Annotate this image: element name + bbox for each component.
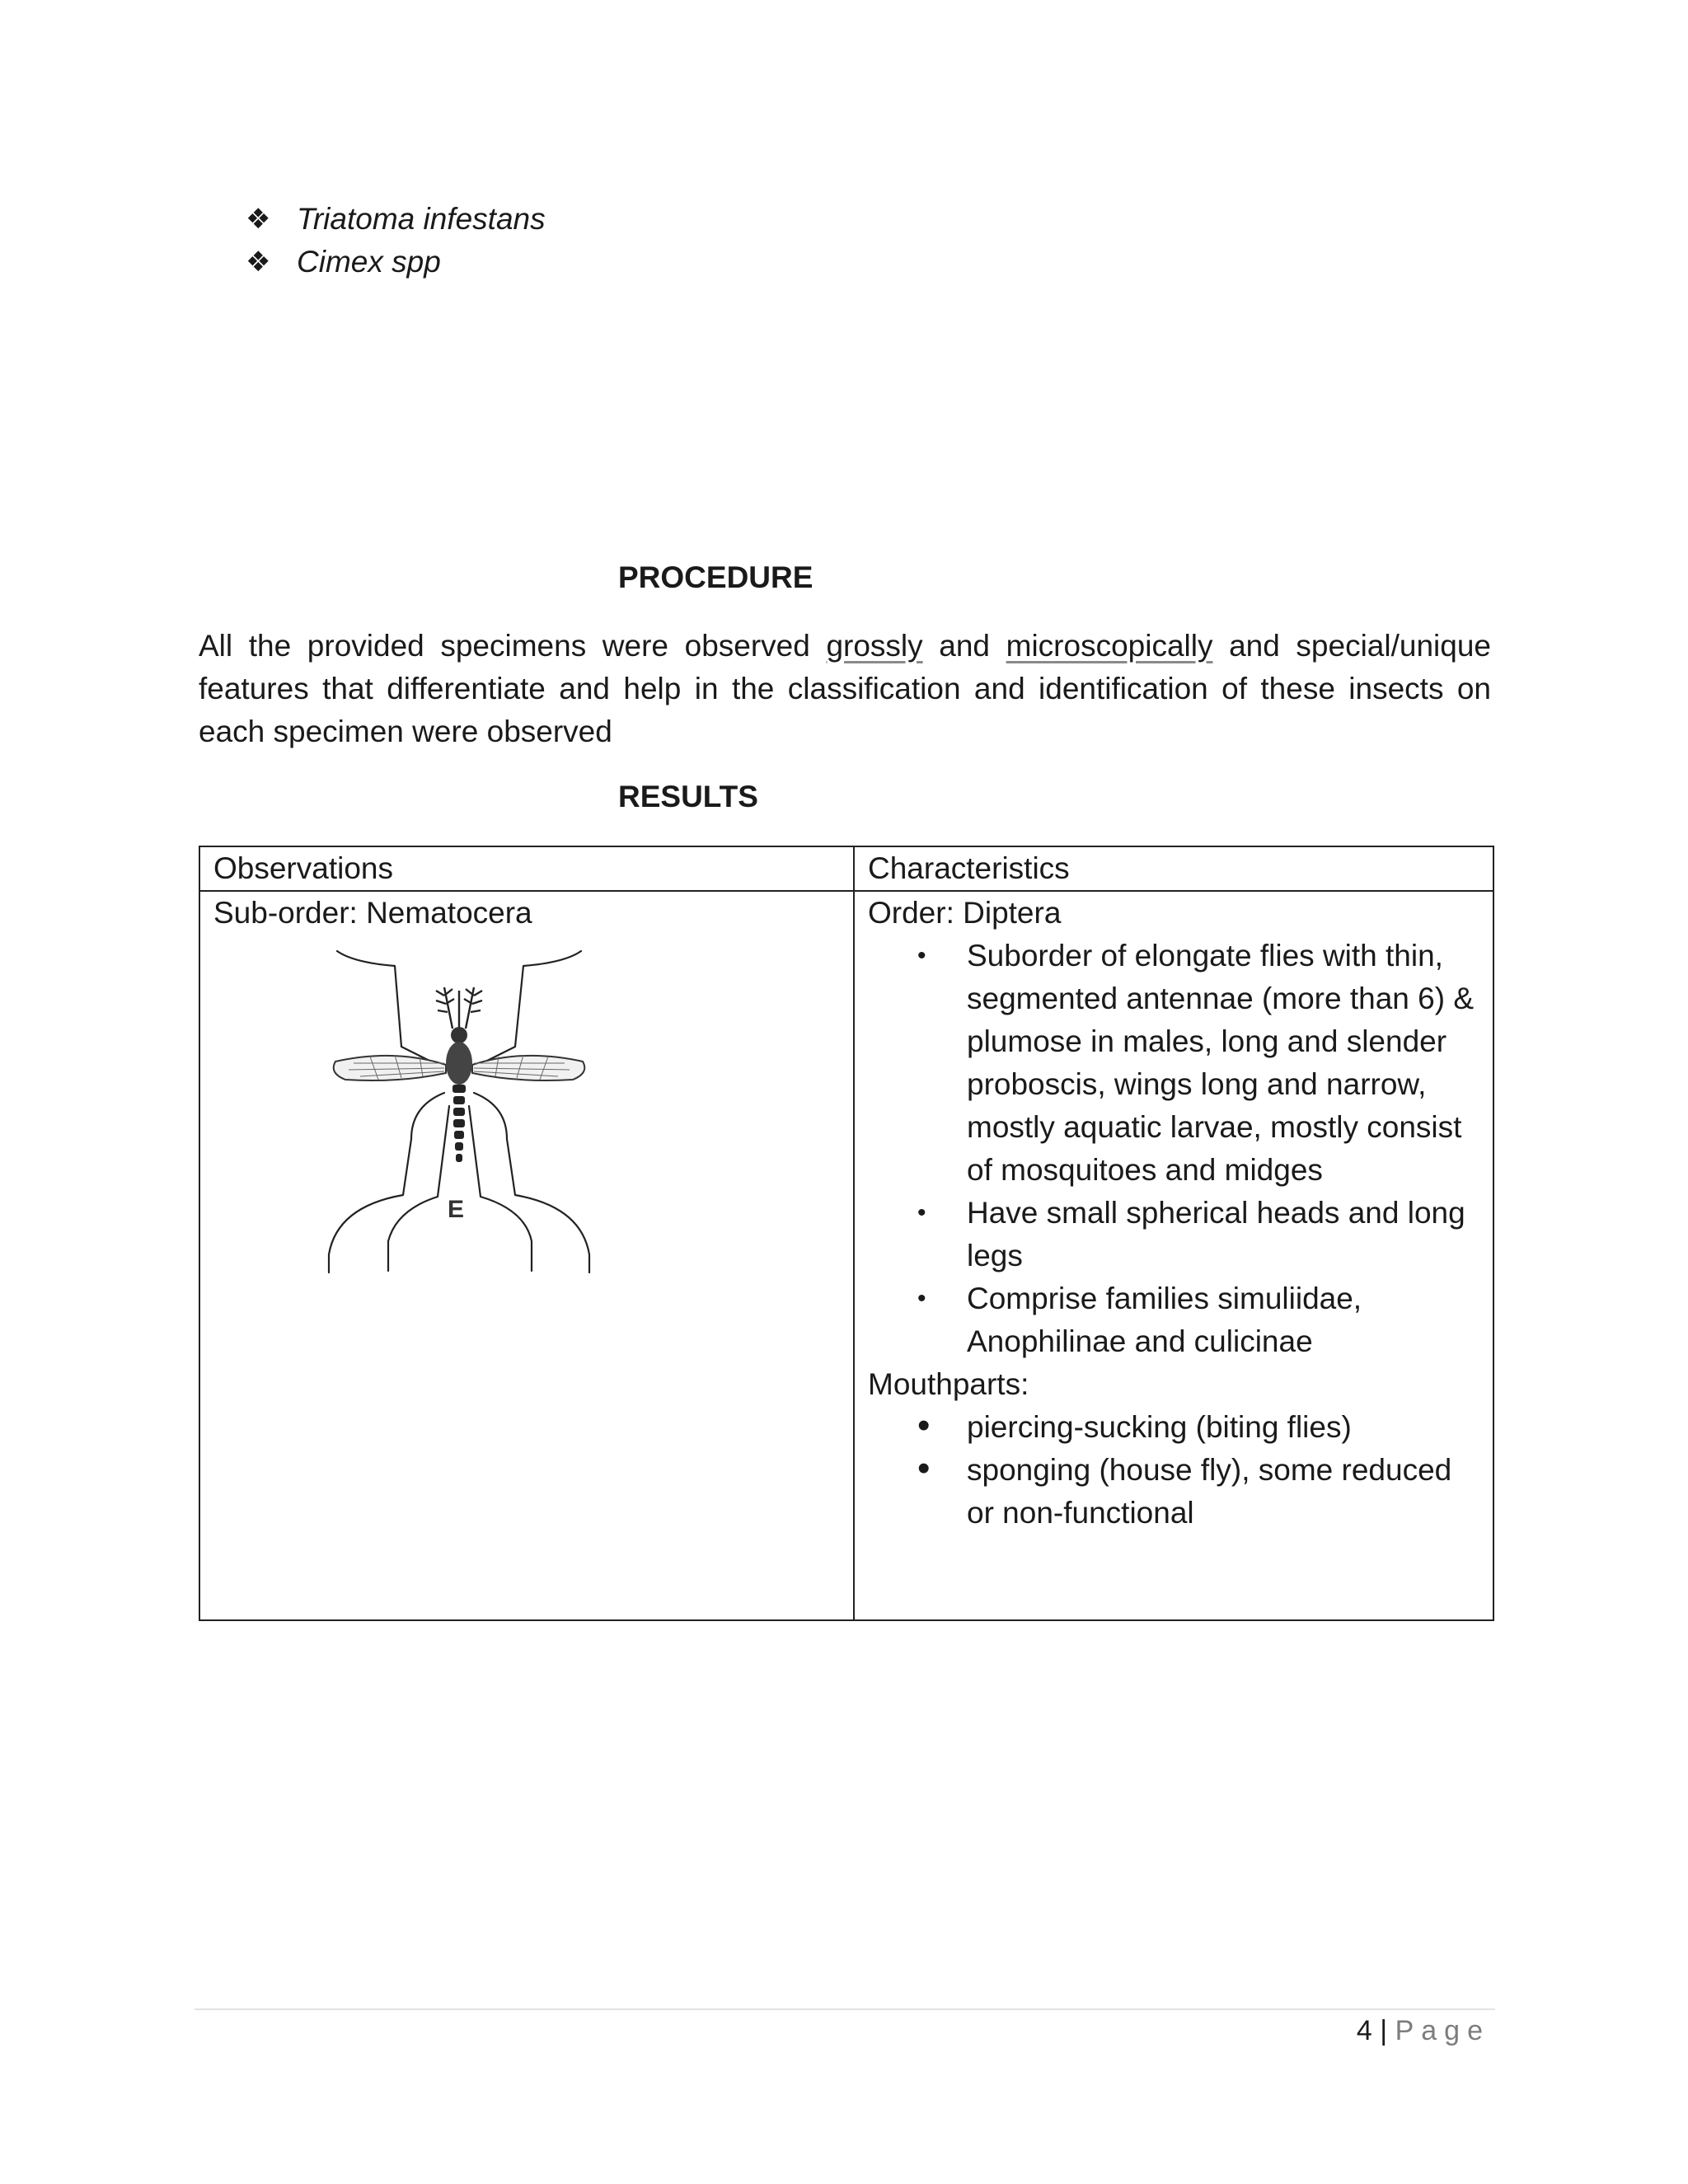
list-item (246, 198, 546, 241)
results-heading: RESULTS (618, 780, 758, 813)
order-label: Order: Diptera (868, 896, 1062, 930)
list-item (246, 241, 546, 284)
observation-cell (199, 891, 854, 1620)
list-item: • Comprise families simuliidae, Anophilinae and culicinae (868, 1277, 1479, 1363)
page-footer (1357, 2015, 1490, 2047)
procedure-text: All the provided specimens were observed (199, 629, 827, 663)
mosquito-illustration (321, 941, 601, 1287)
footer-divider (195, 2008, 1495, 2010)
column-header-observations: Observations (199, 846, 854, 891)
page-number: 4 (1356, 2015, 1372, 2046)
list-item: • sponging (house fly), some reduced or non-functional (868, 1449, 1479, 1535)
species-list (246, 198, 546, 284)
diamond-bullet-icon: ❖ (246, 246, 271, 278)
species-name: Triatoma infestans (297, 202, 546, 236)
features-list (868, 935, 1479, 1363)
suborder-label: Sub-order: Nematocera (213, 896, 532, 930)
species-name: Cimex spp (297, 245, 441, 279)
table-row (199, 891, 1493, 1620)
procedure-text: and (922, 629, 1006, 663)
results-table (199, 846, 1494, 1621)
procedure-grossly: grossly (826, 629, 923, 663)
procedure-microscopically: microscopically (1006, 629, 1213, 663)
column-header-characteristics: Characteristics (854, 846, 1493, 891)
list-item: • Suborder of elongate flies with thin, segmented antennae (more than 6) & plumose in males, long and slender proboscis, wings long and narrow, mostly aquatic larvae, mostly consist of mosquitoes and midges (868, 935, 1479, 1192)
list-item: • Have small spherical heads and long legs (868, 1192, 1479, 1277)
figure-label: E (448, 1196, 465, 1223)
table-header-row (199, 846, 1493, 891)
mouthparts-label: Mouthparts: (868, 1367, 1029, 1401)
characteristics-cell (854, 891, 1493, 1620)
diamond-bullet-icon: ❖ (246, 204, 271, 235)
procedure-heading: PROCEDURE (618, 560, 814, 594)
list-item: • piercing-sucking (biting flies) (868, 1406, 1479, 1449)
mouthparts-list (868, 1406, 1479, 1535)
footer-separator: | (1380, 2015, 1388, 2046)
page-word: Page (1395, 2015, 1490, 2046)
procedure-paragraph (199, 625, 1491, 753)
procedure-text: and special/unique features that differentiate and help in the classification and identification of these insects on each specimen were observed (199, 629, 1491, 748)
